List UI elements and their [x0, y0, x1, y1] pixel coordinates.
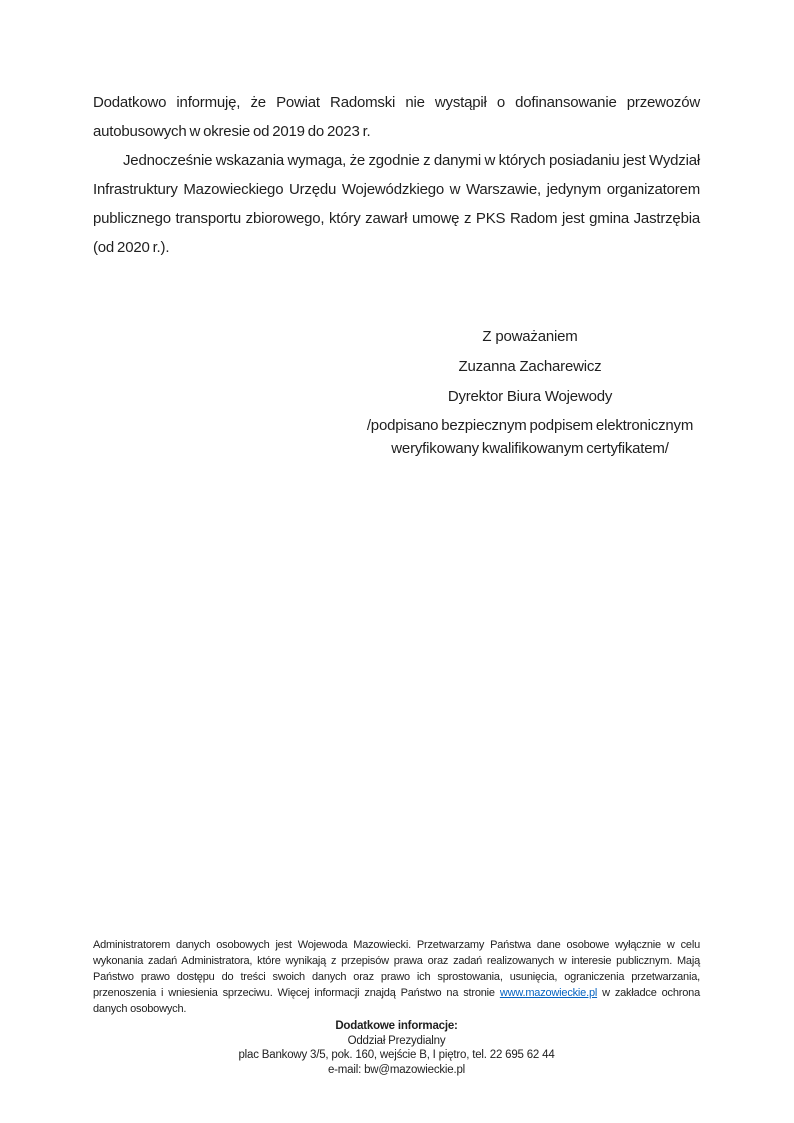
privacy-notice-text: Administratorem danych osobowych jest Wojewoda Mazowiecki. Przetwarzamy Państwa dane osobowe wyłącznie w celu wykonania zadań Administratora, które wynikają z przepisów prawa oraz zadań realizowanych w interesie publicznym. Mają Państwo prawo dostępu do treści swoich danych oraz prawo ich sprostowania, usunięcia, ograniczenia przetwarzania, przenoszenia i wniesienia sprzeciwu. Więcej informacji znajdą Państwo na stronie — [93, 939, 700, 999]
esignature-note — [363, 414, 697, 460]
footer-email: e-mail: bw@mazowieckie.pl — [327, 1063, 466, 1076]
signature-closing: Z poważaniem — [482, 328, 578, 345]
signatory-name: Zuzanna Zacharewicz — [458, 358, 602, 375]
privacy-notice — [93, 937, 700, 1017]
page-footer — [93, 937, 700, 1077]
footer-contact-block — [93, 1019, 700, 1077]
footer-department: Oddział Prezydialny — [347, 1034, 446, 1047]
signature-block — [363, 322, 697, 460]
privacy-policy-link[interactable]: www.mazowieckie.pl — [499, 987, 598, 999]
esignature-note-line: /podpisano bezpiecznym podpisem elektronicznym — [366, 417, 694, 434]
signatory-title: Dyrektor Biura Wojewody — [447, 388, 613, 405]
privacy-notice-text-after: w zakładce ochrona danych osobowych. — [93, 987, 700, 1015]
letter-body — [93, 88, 700, 262]
body-paragraph: Dodatkowo informuję, że Powiat Radomski nie wystąpił o dofinansowanie przewozów autobusowych w okresie od 2019 do 2023 r. — [93, 94, 700, 140]
additional-info-heading: Dodatkowe informacje: — [335, 1020, 458, 1032]
footer-address: plac Bankowy 3/5, pok. 160, wejście B, I piętro, tel. 22 695 62 44 — [238, 1049, 555, 1061]
body-paragraph: Jednocześnie wskazania wymaga, że zgodnie z danymi w których posiadaniu jest Wydział Infrastruktury Mazowieckiego Urzędu Wojewódzkiego w Warszawie, jedynym organizatorem publicznego transportu zbiorowego, który zawarł umowę z PKS Radom jest gmina Jastrzębia (od 2020 r.). — [93, 152, 700, 256]
esignature-note-line: weryfikowany kwalifikowanym certyfikatem/ — [391, 440, 669, 457]
